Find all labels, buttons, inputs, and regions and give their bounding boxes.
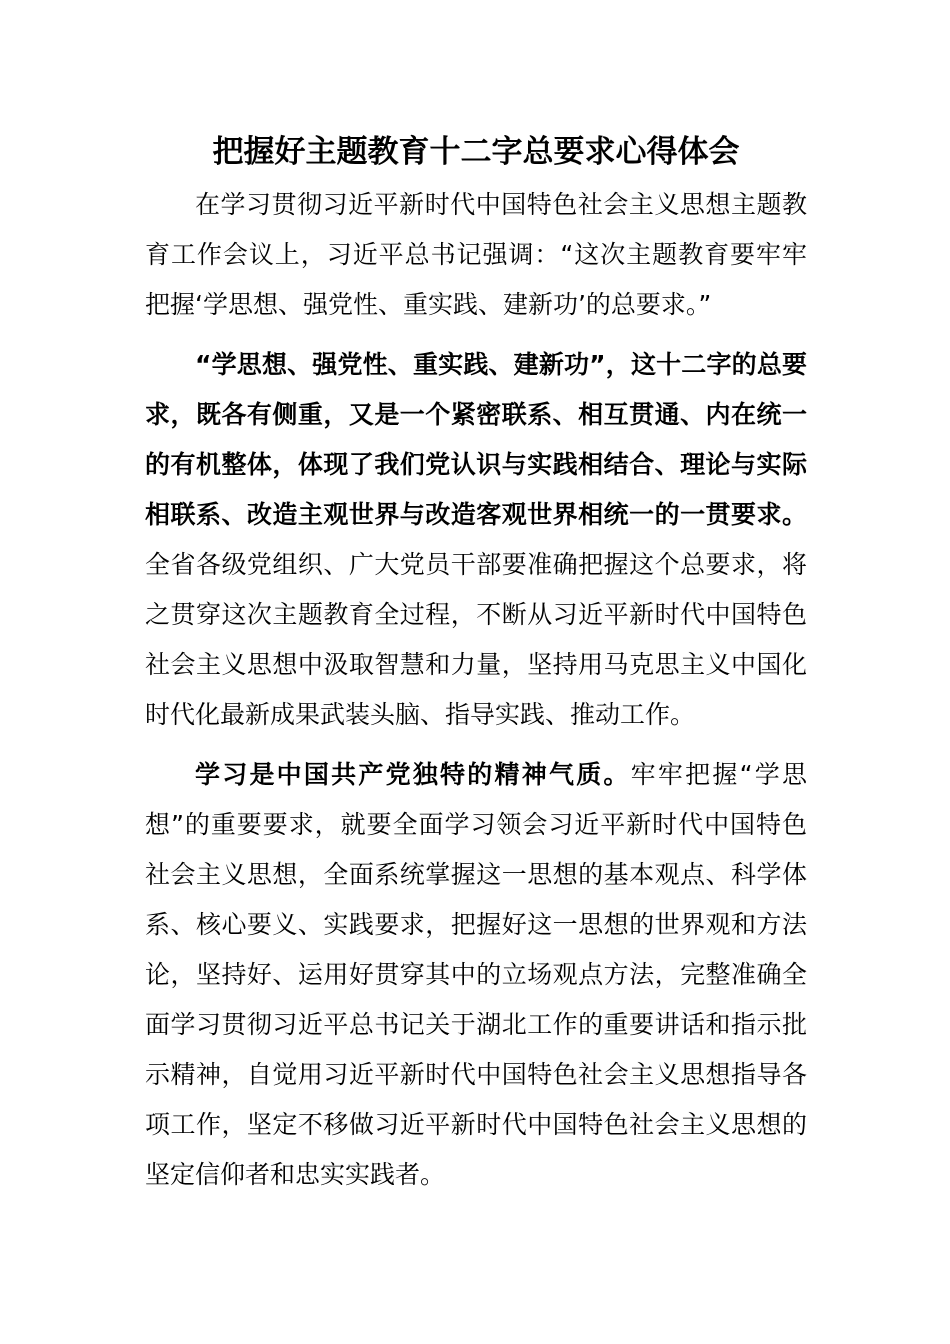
paragraph-3-bold-lead: 学习是中国共产党独特的精神气质。 (195, 760, 631, 789)
paragraph-1-text: 在学习贯彻习近平新时代中国特色社会主义思想主题教育工作会议上，习近平总书记强调：“这次主题教育要牢牢把握‘学思想、强党性、重实践、建新功’的总要求。” (145, 190, 807, 319)
paragraph-2-bold-lead: “学思想、强党性、重实践、建新功”，这十二字的总要求，既各有侧重，又是一个紧密联系、相互贯通、内在统一的有机整体，体现了我们党认识与实践相结合、理论与实际相联系、改造主观世界与改造客观世界相统一的一贯要求。 (145, 350, 807, 529)
document-title: 把握好主题教育十二字总要求心得体会 (212, 134, 740, 170)
paragraph-2-text: 全省各级党组织、广大党员干部要准确把握这个总要求，将之贯穿这次主题教育全过程，不断从习近平新时代中国特色社会主义思想中汲取智慧和力量，坚持用马克思主义中国化时代化最新成果武装头脑、指导实践、推动工作。 (145, 550, 807, 729)
paragraph-3-text: 牢牢把握“学思想”的重要要求，就要全面学习领会习近平新时代中国特色社会主义思想，全面系统掌握这一思想的基本观点、科学体系、核心要义、实践要求，把握好这一思想的世界观和方法论，坚持好、运用好贯穿其中的立场观点方法，完整准确全面学习贯彻习近平总书记关于湖北工作的重要讲话和指示批示精神，自觉用习近平新时代中国特色社会主义思想指导各项工作，坚定不移做习近平新时代中国特色社会主义思想的坚定信仰者和忠实实践者。 (145, 760, 807, 1189)
paragraph-1 (145, 180, 807, 330)
paragraph-2 (145, 340, 807, 740)
paragraph-3 (145, 750, 807, 1200)
document-page (145, 128, 807, 1210)
